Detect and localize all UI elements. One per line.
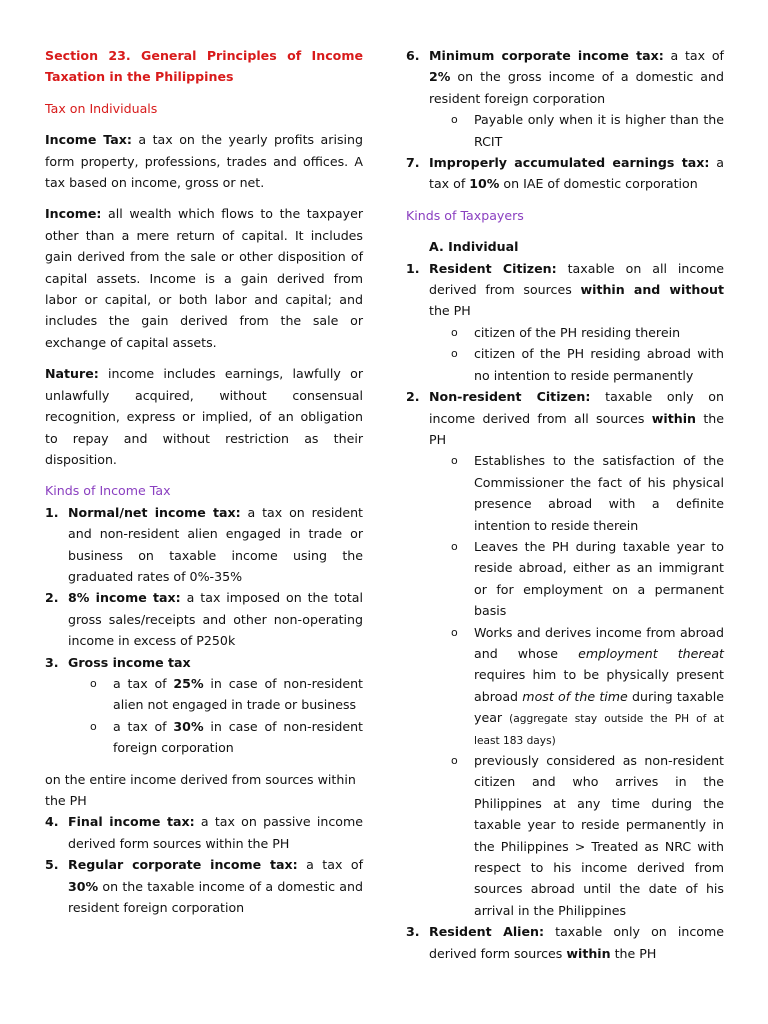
left-column	[45, 45, 363, 918]
list-item: 2. 8% income tax: a tax imposed on the total gross sales/receipts and other non-operating income in excess of P250k	[45, 590, 363, 649]
list-item: o a tax of 30% in case of non-resident foreign corporation	[90, 716, 363, 759]
tax-on-individuals-heading: Tax on Individuals	[45, 100, 158, 116]
list-item: o Leaves the PH during taxable year to reside abroad, either as an immigrant or for employment on a permanent basis	[451, 536, 724, 622]
entire-income-note: on the entire income derived from sources within the PH	[45, 771, 356, 808]
list-item: 2. Non-resident Citizen: taxable only on income derived from all sources within the PH	[406, 389, 724, 447]
list-item: o Works and derives income from abroad and whose employment thereat requires him to be physically present abroad most of the time during taxable year (aggregate stay outside the PH of at least 183 days)	[451, 622, 724, 750]
list-item: 3. Resident Alien: taxable only on income derived form sources within the PH	[406, 924, 724, 961]
list-item: o Payable only when it is higher than the RCIT	[451, 109, 724, 152]
income-tax-list	[45, 502, 363, 673]
gross-income-sublist	[45, 673, 363, 759]
income-tax-list-right-2	[406, 152, 724, 195]
list-item: 3. Gross income tax	[45, 654, 191, 670]
mcit-sublist	[406, 109, 724, 152]
income-tax-list-right	[406, 45, 724, 109]
list-item: o citizen of the PH residing abroad with no intention to reside permanently	[451, 343, 724, 386]
taxpayer-list-3	[406, 921, 724, 964]
right-column	[406, 45, 724, 964]
list-item: o citizen of the PH residing therein	[451, 322, 724, 343]
list-item: 5. Regular corporate income tax: a tax of 30% on the taxable income of a domestic and resident foreign corporation	[45, 857, 363, 916]
income-tax-definition: Income Tax: a tax on the yearly profits arising form property, professions, trades and offices. A tax based on income, gross or net.	[45, 132, 363, 191]
nature-definition: Nature: income includes earnings, lawfully or unlawfully acquired, without consensual recognition, express or implied, of an obligation to repay and without restriction as their disposition.	[45, 366, 363, 467]
list-item: o Establishes to the satisfaction of the Commissioner the fact of his physical presence abroad with a definite intention to reside therein	[451, 450, 724, 536]
list-item: 7. Improperly accumulated earnings tax: a tax of 10% on IAE of domestic corporation	[406, 155, 724, 192]
taxpayer-list	[406, 258, 724, 322]
individual-heading: A. Individual	[429, 239, 519, 255]
list-item: o previously considered as non-resident citizen and who arrives in the Philippines at any time during the taxable year to reside permanently in the Philippines > Treated as NRC with respect to his income derived from sources abroad until the date of his arrival in the Philippines	[451, 750, 724, 921]
list-item: o a tax of 25% in case of non-resident alien not engaged in trade or business	[90, 673, 363, 716]
income-tax-list-continued	[45, 811, 363, 918]
list-item: 1. Normal/net income tax: a tax on resident and non-resident alien engaged in trade or business on taxable income using the graduated rates of 0%-35%	[45, 504, 363, 584]
section-title: Section 23. General Principles of Income Taxation in the Philippines	[45, 48, 363, 85]
list-item: 4. Final income tax: a tax on passive income derived form sources within the PH	[45, 814, 363, 851]
income-definition: Income: all wealth which flows to the taxpayer other than a mere return of capital. It includes gain derived from the sale or other disposition of capital assets. Income is a gain derived from labor or capital, or both labor and capital; and includes the gain derived from the sale or exchange of capital assets.	[45, 206, 363, 350]
resident-citizen-sublist	[406, 322, 724, 386]
non-resident-citizen-sublist	[406, 450, 724, 921]
kinds-of-income-tax-heading: Kinds of Income Tax	[45, 483, 171, 499]
list-item: 1. Resident Citizen: taxable on all income derived from sources within and without the PH	[406, 260, 725, 319]
kinds-of-taxpayers-heading: Kinds of Taxpayers	[406, 207, 524, 223]
taxpayer-list-2	[406, 386, 724, 450]
list-item: 6. Minimum corporate income tax: a tax of 2% on the gross income of a domestic and resident foreign corporation	[406, 48, 724, 106]
